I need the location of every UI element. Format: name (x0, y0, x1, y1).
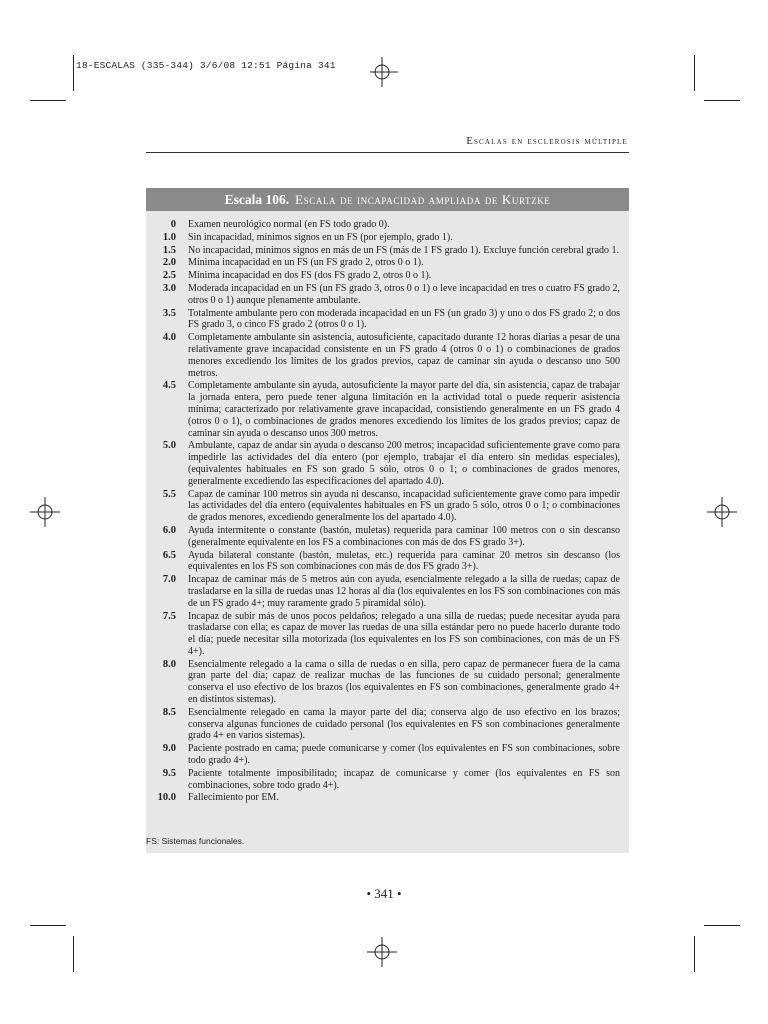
scale-title: Escala de incapacidad ampliada de Kurtzke (295, 192, 551, 207)
row-grade: 1.5 (162, 244, 176, 256)
row-grade: 1.0 (162, 231, 176, 243)
registration-mark-bottom-icon (365, 935, 399, 969)
header-rule (146, 152, 629, 153)
row-description: Ayuda bilateral constante (bastón, muletas, etc.) requerida para caminar 20 metros sin descanso (los equivalentes en los FS son combinaciones con más de dos FS grado 3+). (188, 549, 620, 573)
crop-mark-br-v (694, 936, 695, 972)
scale-row (146, 792, 629, 804)
row-description: Esencialmente relegado en cama la mayor parte del día; conserva algo de uso efectivo en los brazos; conserva algunas funciones de cuidado personal (los equivalentes en FS son combinaciones generalmente grado 4+ en varios sistemas). (188, 706, 620, 742)
row-description: Esencialmente relegado a la cama o silla de ruedas o en silla, pero capaz de permanecer fuera de la cama gran parte del día; capaz de realizar muchas de las funciones de su cuidado personal; generalmente conserva el uso efectivo de los brazos (los equivalentes en FS son combinaciones, generalmente grado 4+ en distintos sistemas). (188, 658, 620, 706)
row-grade: 7.5 (162, 610, 176, 622)
crop-mark-tr-h (704, 100, 740, 101)
row-grade: 8.0 (162, 658, 176, 670)
crop-mark-br-h (704, 925, 740, 926)
row-description: Paciente totalmente imposibilitado; incapaz de comunicarse y comer (los equivalentes en FS son combinaciones, sobre todo grado 4+). (188, 767, 620, 791)
scale-row (146, 270, 629, 282)
registration-mark-right-icon (705, 495, 739, 529)
scale-row (146, 489, 629, 524)
row-description: Examen neurológico normal (en FS todo grado 0). (188, 219, 390, 230)
crop-mark-bl-h (30, 925, 66, 926)
scale-panel (146, 188, 629, 853)
scale-row (146, 707, 629, 742)
scale-label: Escala 106. (224, 192, 290, 207)
row-description: Moderada incapacidad en un FS (un FS grado 3, otros 0 o 1) o leve incapacidad en tres o cuatro FS grado 2, otros 0 o 1) aunque plenamente ambulante. (188, 282, 620, 306)
scale-row (146, 283, 629, 307)
row-grade: 2.0 (162, 257, 176, 269)
row-grade: 5.0 (162, 440, 176, 452)
running-head: Escalas en esclerosis múltiple (466, 136, 628, 147)
row-grade: 10.0 (157, 792, 176, 804)
scale-row (146, 308, 629, 332)
row-description: Ayuda intermitente o constante (bastón, muletas) requerida para caminar 100 metros con o sin descanso (generalmente equivalente en los FS a combinaciones con más de dos FS grado 3+). (188, 524, 620, 548)
row-grade: 3.5 (162, 307, 176, 319)
row-description: Ambulante, capaz de andar sin ayuda o descanso 200 metros; incapacidad suficientemente grave como para impedirle las actividades del día entero (por ejemplo, trabajar el día entero sin medidas especiales), (equivalentes habituales en FS son grado 5 sólo, otros 0 o 1; o combinaciones de grados menores, generalmente excediendo las especificaciones del apartado 4.0). (188, 440, 620, 487)
scale-row (146, 525, 629, 549)
scale-row (146, 219, 629, 231)
registration-mark-left-icon (28, 495, 62, 529)
scale-row (146, 611, 629, 658)
row-description: Incapaz de subir más de unos pocos peldaños; relegado a una silla de ruedas; puede necesitar ayuda para trasladarse con ella; es capaz de mover las ruedas de una silla estándar pero no puede hacerlo durante todo el día; puede necesitar silla motorizada (los equivalentes en los FS son combinaciones, con más de un FS 4+). (188, 610, 620, 657)
row-grade: 3.0 (162, 282, 176, 294)
scale-row (146, 245, 629, 257)
row-grade: 4.5 (162, 380, 176, 392)
scale-rows (146, 219, 629, 805)
row-description: Completamente ambulante sin ayuda, autosuficiente la mayor parte del día, sin asistencia, capaz de trabajar la jornada entera, pero puede tener alguna limitación en la actividad total o puede requerir asistencia mínima; caracterizado por relativamente grave incapacidad, consistiendo generalmente en un FS grado 4 (otros 0 o 1), o combinaciones de grados menores excediendo los límites de los grados previos; capaz de caminar sin ayuda o descanso unos 300 metros. (188, 380, 620, 439)
scale-row (146, 550, 629, 574)
printer-slug: 18-ESCALAS (335-344) 3/6/08 12:51 Página 341 (76, 60, 336, 71)
scale-row (146, 440, 629, 487)
row-grade: 0 (170, 219, 176, 230)
crop-mark-tl-v (73, 55, 74, 91)
scale-row (146, 768, 629, 792)
row-grade: 5.5 (162, 488, 176, 500)
scale-row (146, 659, 629, 706)
row-description: Capaz de caminar 100 metros sin ayuda ni descanso, incapacidad suficientemente grave como para impedir las actividades del día entero (equivalentes habituales en FS un grado 5 sólo, otros 0 o 1; o combinaciones de grados menores, excediendo generalmente los del apartado 4.0). (188, 488, 620, 524)
row-description: Fallecimiento por EM. (188, 792, 279, 804)
page-number: • 341 • (366, 886, 402, 901)
crop-mark-bl-v (73, 936, 74, 972)
row-description: No incapacidad, mínimos signos en más de un FS (más de 1 FS grado 1). Excluye función cerebral grado 1. (188, 244, 620, 256)
scale-row (146, 232, 629, 244)
scale-row (146, 332, 629, 379)
row-grade: 9.0 (162, 743, 176, 755)
row-grade: 4.0 (162, 332, 176, 344)
row-description: Mínima incapacidad en un FS (un FS grado 2, otros 0 o 1). (188, 257, 424, 269)
row-description: Mínima incapacidad en dos FS (dos FS grado 2, otros 0 o 1). (188, 270, 432, 282)
crop-mark-tl-h (30, 100, 66, 101)
row-description: Paciente postrado en cama; puede comunicarse y comer (los equivalentes en FS son combinaciones, sobre todo grado 4+). (188, 743, 620, 767)
crop-mark-tr-v (694, 55, 695, 91)
scale-title-bar (146, 188, 629, 211)
footnote: FS: Sistemas funcionales. (146, 836, 245, 846)
row-description: Totalmente ambulante pero con moderada incapacidad en un FS (un grado 3) y uno o dos FS grado 2; o dos FS grado 3, o cinco FS grado 2 (otros 0 o 1). (188, 307, 620, 331)
row-grade: 8.5 (162, 706, 176, 718)
row-description: Incapaz de caminar más de 5 metros aún con ayuda, esencialmente relegado a la silla de ruedas; capaz de trasladarse en la silla de ruedas unas 12 horas al día (los equivalentes en los FS son combinaciones con más de un FS grado 4+; muy raramente grado 5 piramidal sólo). (188, 574, 620, 609)
scale-row (146, 380, 629, 439)
scale-row (146, 574, 629, 609)
registration-mark-top-icon (370, 55, 400, 89)
scale-row (146, 257, 629, 269)
row-grade: 6.0 (162, 524, 176, 536)
row-grade: 7.0 (162, 574, 176, 586)
row-description: Completamente ambulante sin asistencia, autosuficiente, capacitado durante 12 horas diarias a pesar de una relativamente grave incapacidad consistente en un FS grado 4 (otros 0 o 1) o combinaciones de grados menores excediendo los límites de los grados previos, capaz de caminar sin ayuda o descanso uno 500 metros. (188, 332, 620, 379)
row-description: Sin incapacidad, mínimos signos en un FS (por ejemplo, grado 1). (188, 231, 453, 243)
scale-row (146, 743, 629, 767)
row-grade: 9.5 (162, 767, 176, 779)
row-grade: 2.5 (162, 270, 176, 282)
row-grade: 6.5 (162, 549, 176, 561)
